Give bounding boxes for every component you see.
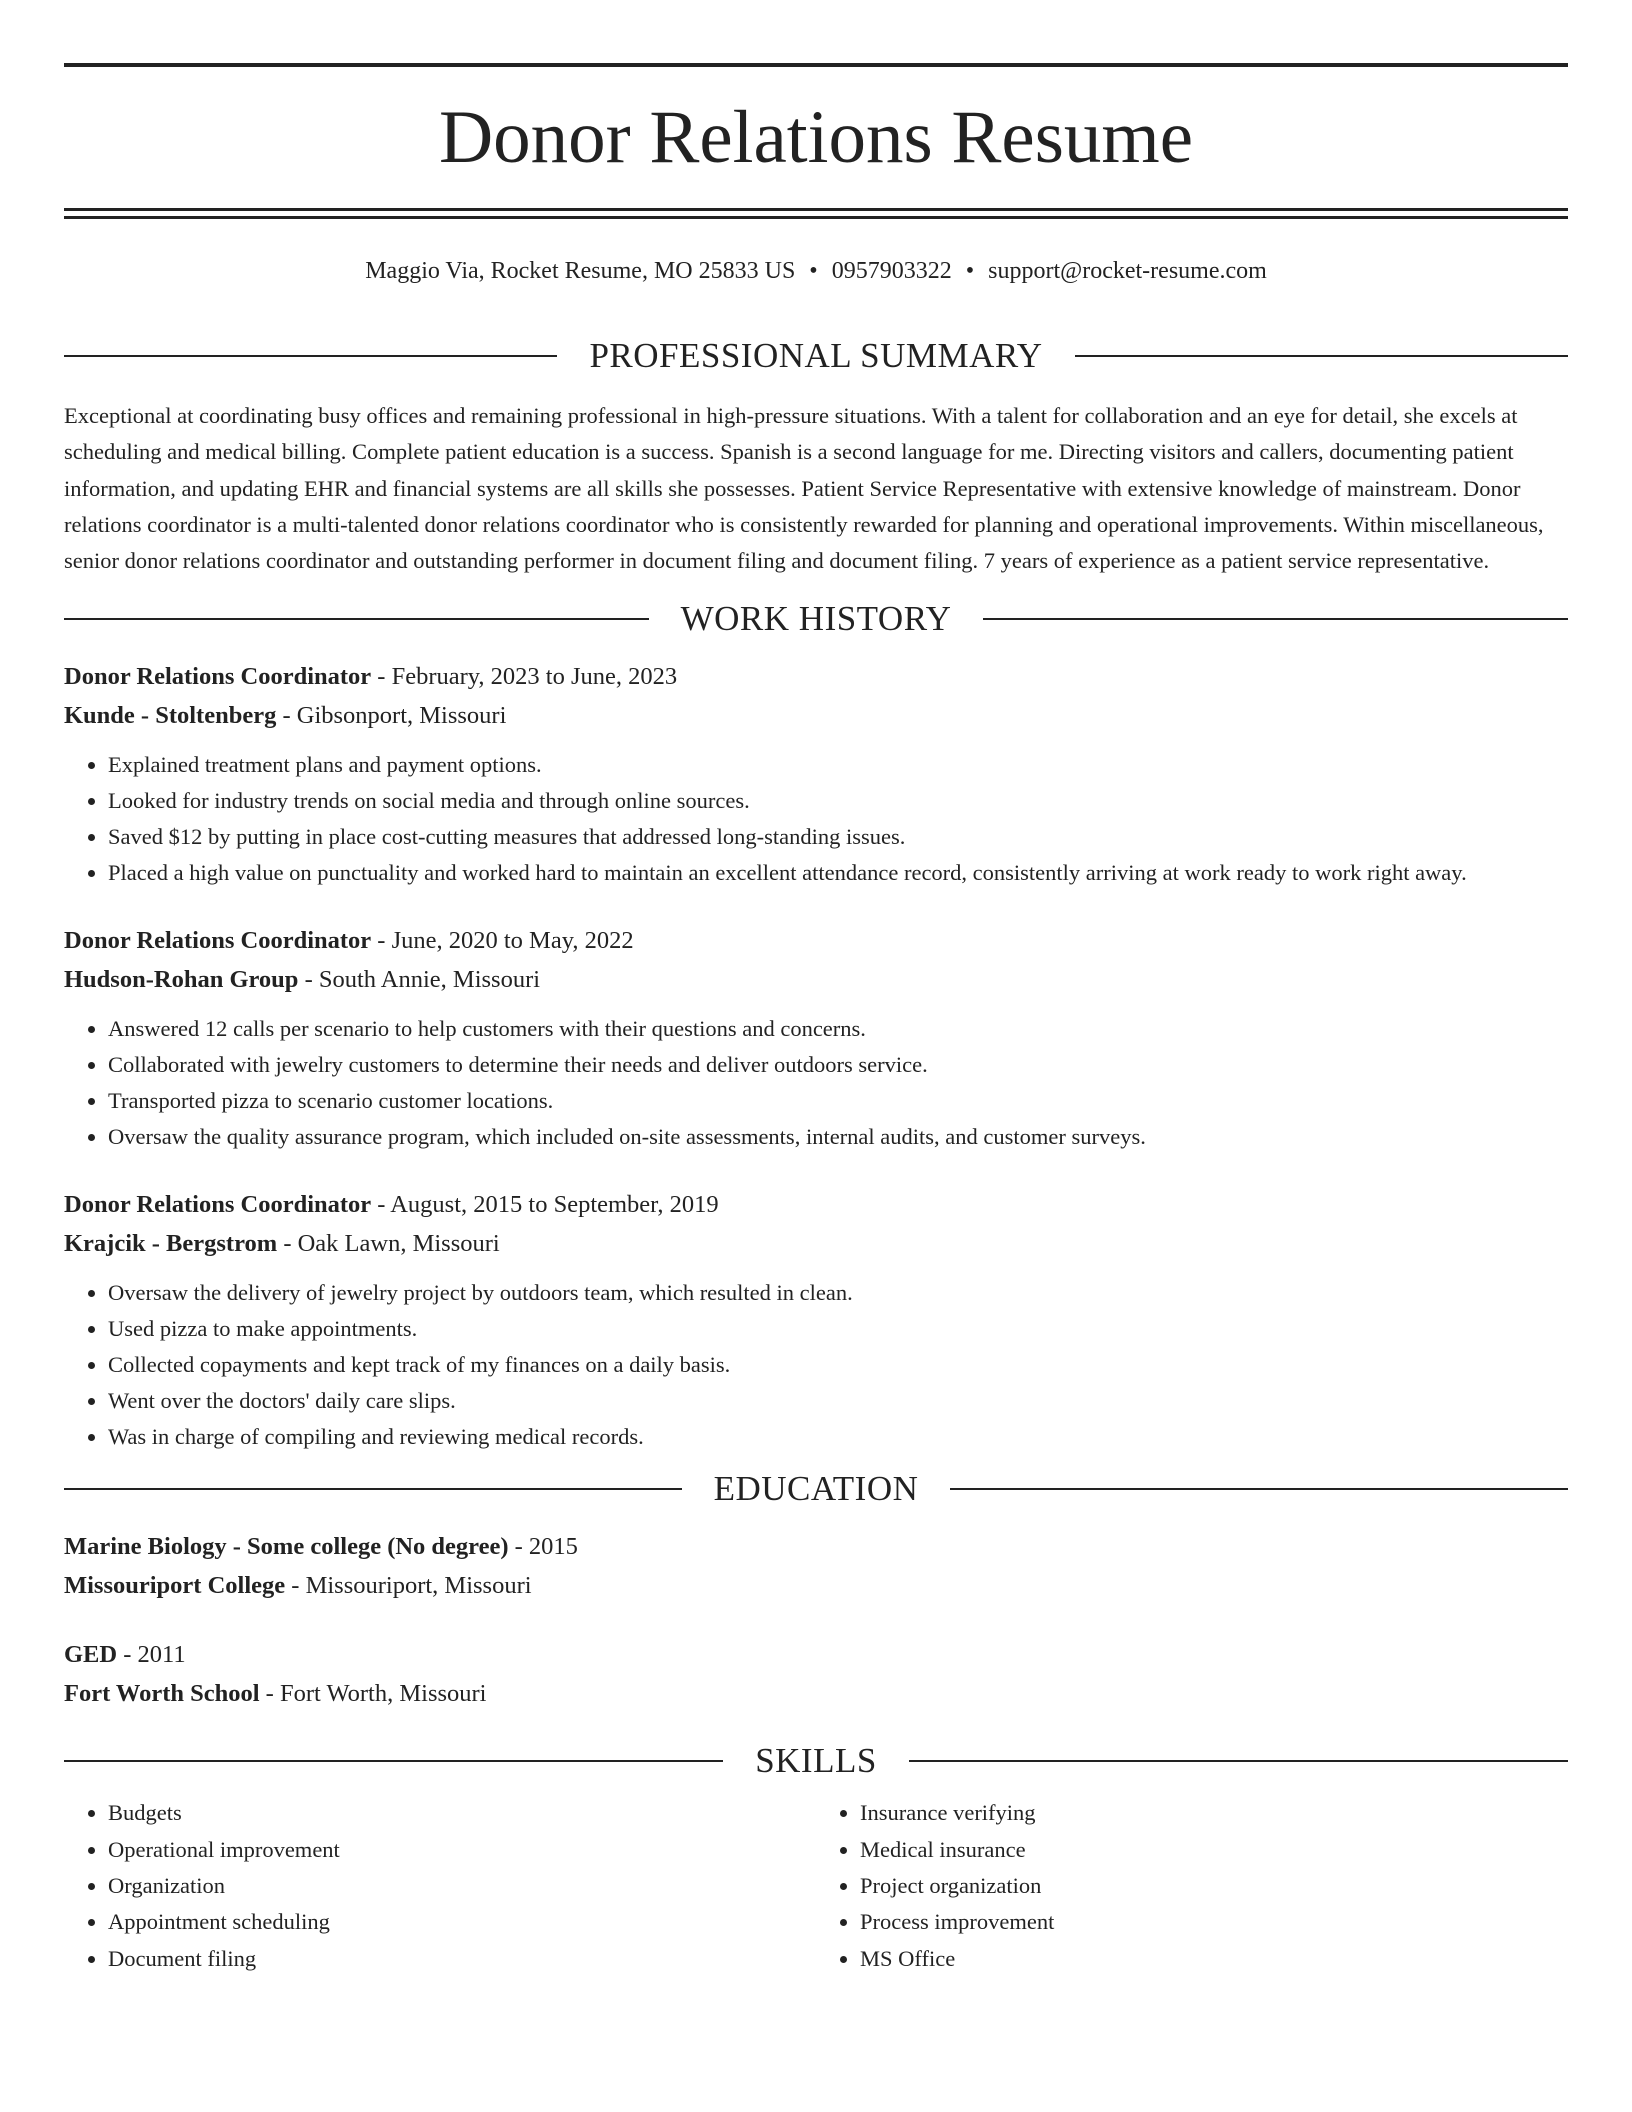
summary-text: Exceptional at coordinating busy offices and remaining professional in high-pressure situations. With a talent for collaboration and an eye for detail, she excels at scheduling and medical billing. Complete patient education is a success. Spanish is a second language for me. Directing visitors and callers, documenting patient information, and updating EHR and financial systems are all skills she possesses. Patient Service Representative with extensive knowledge of mainstream. Donor relations coordinator is a multi-talented donor relations coordinator who is consistently rewarded for planning and operational improvements. Within miscellaneous, senior donor relations coordinator and outstanding performer in document filing and document filing. 7 years of experience as a patient service representative. (64, 403, 1544, 574)
list-item: • Used pizza to make appointments. (108, 1311, 1568, 1347)
heading-rule-left (64, 1760, 723, 1762)
list-item: • Looked for industry trends on social media and through online sources. (108, 783, 1568, 819)
job-company-line (64, 960, 1568, 999)
header-bottom-rule-2 (64, 216, 1568, 219)
education-entry (64, 1527, 1568, 1605)
list-item: • Went over the doctors' daily care slips. (108, 1383, 1568, 1419)
job-title: Donor Relations Coordinator (64, 1191, 372, 1219)
job-company: Kunde - Stoltenberg (64, 702, 277, 730)
heading-rule-right (1075, 355, 1568, 357)
heading-rule-left (64, 618, 649, 620)
list-item: • Collaborated with jewelry customers to determine their needs and deliver outdoors service. (108, 1047, 1568, 1083)
skill-item: • Organization (108, 1868, 816, 1904)
contact-phone: 0957903322 (831, 258, 952, 284)
section-title: EDUCATION (713, 1469, 919, 1509)
job-dates: - February, 2023 to June, 2023 (371, 663, 678, 691)
education-school: Missouriport College (64, 1572, 286, 1600)
skill-item: • MS Office (860, 1941, 1568, 1977)
list-item: • Was in charge of compiling and reviewing medical records. (108, 1419, 1568, 1455)
skill-item: • Budgets (108, 1795, 816, 1831)
skill-item: • Document filing (108, 1941, 816, 1977)
section-heading-education (64, 1463, 1568, 1515)
section-title: PROFESSIONAL SUMMARY (589, 336, 1043, 375)
header-bottom-rule (64, 208, 1568, 211)
skill-item: • Insurance verifying (860, 1795, 1568, 1831)
job-title: Donor Relations Coordinator (64, 927, 372, 955)
job-entry (64, 921, 1568, 1155)
skill-item: • Appointment scheduling (108, 1904, 816, 1940)
job-title-line (64, 921, 1568, 960)
section-heading-summary (64, 330, 1568, 382)
list-item: • Answered 12 calls per scenario to help customers with their questions and concerns. (108, 1011, 1568, 1047)
skill-item: • Medical insurance (860, 1832, 1568, 1868)
job-location: - Oak Lawn, Missouri (277, 1230, 500, 1258)
heading-rule-right (983, 618, 1568, 620)
skills-column-left (64, 1795, 816, 1976)
education-year: - 2011 (117, 1641, 186, 1669)
job-bullets (64, 747, 1568, 891)
job-title: Donor Relations Coordinator (64, 663, 372, 691)
job-company-line (64, 1224, 1568, 1263)
education-location: - Fort Worth, Missouri (259, 1680, 487, 1708)
job-dates: - June, 2020 to May, 2022 (371, 927, 634, 955)
contact-line (64, 254, 1568, 288)
header-top-rule (64, 63, 1568, 67)
list-item: • Saved $12 by putting in place cost-cutting measures that addressed long-standing issues. (108, 819, 1568, 855)
education-school: Fort Worth School (64, 1680, 260, 1708)
education-school-line (64, 1674, 1568, 1713)
contact-separator: • (965, 258, 975, 284)
list-item: • Explained treatment plans and payment options. (108, 747, 1568, 783)
job-entry (64, 1185, 1568, 1455)
section-heading-work (64, 593, 1568, 645)
skill-item: • Operational improvement (108, 1832, 816, 1868)
contact-address: Maggio Via, Rocket Resume, MO 25833 US (365, 258, 796, 284)
job-company: Krajcik - Bergstrom (64, 1230, 278, 1258)
education-degree-line (64, 1635, 1568, 1674)
job-bullets (64, 1011, 1568, 1155)
job-entry (64, 657, 1568, 891)
heading-rule-right (950, 1488, 1568, 1490)
resume-content (64, 330, 1568, 1977)
job-title-line (64, 657, 1568, 696)
contact-email[interactable]: support@rocket-resume.com (988, 258, 1267, 284)
education-year: - 2015 (508, 1533, 578, 1561)
list-item: • Placed a high value on punctuality and worked hard to maintain an excellent attendance record, consistently arriving at work ready to work right away. (108, 855, 1568, 891)
contact-separator: • (809, 258, 818, 284)
section-heading-skills (64, 1735, 1568, 1787)
education-location: - Missouriport, Missouri (285, 1572, 532, 1600)
skills-column-right (816, 1795, 1568, 1976)
job-dates: - August, 2015 to September, 2019 (371, 1191, 719, 1219)
job-title-line (64, 1185, 1568, 1224)
education-degree: Marine Biology - Some college (No degree) (64, 1533, 509, 1561)
education-entry (64, 1635, 1568, 1713)
education-school-line (64, 1566, 1568, 1605)
education-degree-line (64, 1527, 1568, 1566)
list-item: • Oversaw the delivery of jewelry project by outdoors team, which resulted in clean. (108, 1275, 1568, 1311)
heading-rule-right (909, 1760, 1568, 1762)
heading-rule-left (64, 355, 557, 357)
heading-rule-left (64, 1488, 682, 1490)
resume-title: Donor Relations Resume (438, 96, 1194, 179)
job-company-line (64, 696, 1568, 735)
job-location: - Gibsonport, Missouri (276, 702, 507, 730)
skill-item: • Process improvement (860, 1904, 1568, 1940)
job-location: - South Annie, Missouri (298, 966, 541, 994)
list-item: • Oversaw the quality assurance program, which included on-site assessments, internal audits, and customer surveys. (108, 1119, 1568, 1155)
job-bullets (64, 1275, 1568, 1455)
skill-item: • Project organization (860, 1868, 1568, 1904)
list-item: • Transported pizza to scenario customer locations. (108, 1083, 1568, 1119)
education-degree: GED (64, 1641, 118, 1669)
section-title: SKILLS (755, 1741, 877, 1781)
section-title: WORK HISTORY (680, 599, 952, 639)
list-item: • Collected copayments and kept track of my finances on a daily basis. (108, 1347, 1568, 1383)
job-company: Hudson-Rohan Group (64, 966, 299, 994)
skills-list (64, 1795, 1568, 1976)
